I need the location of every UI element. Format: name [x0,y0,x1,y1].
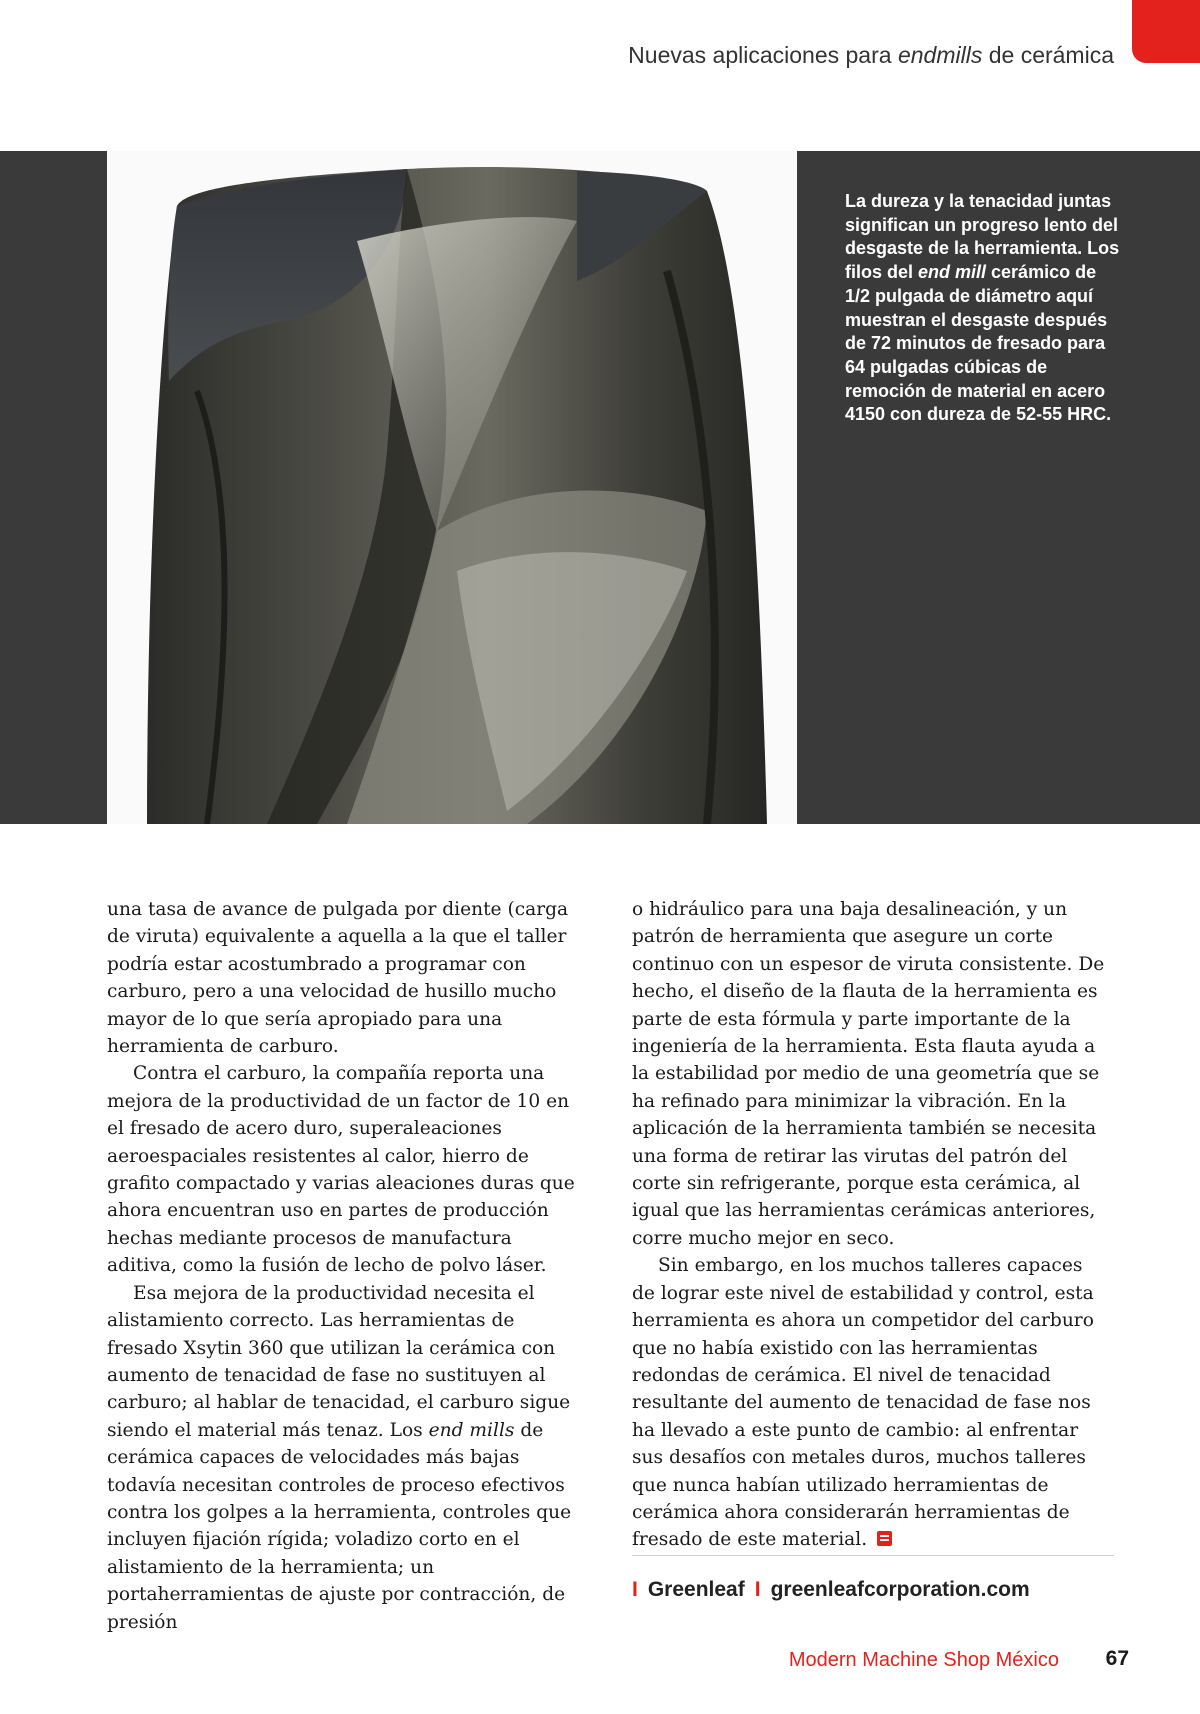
corner-tab [1132,0,1200,63]
running-header [628,42,1114,69]
paragraph-text-end: de cerámica capaces de velocidades más bajas todavía necesitan controles de proceso efectivos contra los golpes a la herramienta, controles que incluyen fijación rígida; voladizo corto en el alistamiento de la herramienta; un portaherramientas de ajuste por contracción, de presión [107,1419,572,1633]
end-mill-photo [107,151,797,824]
header-italic-text: endmills [897,42,983,68]
source-credit [632,1578,1030,1602]
page-number: 67 [1105,1647,1129,1670]
caption-text-end: cerámico de 1/2 pulgada de diámetro aquí muestran el desgaste después de 72 minutos de fresado para 64 pulgadas cúbicas de remoción de material en acero 4150 con dureza de 52-55 HRC. [845,262,1112,425]
photo-caption [845,190,1125,427]
caption-italic-text: end mill [918,262,987,283]
paragraph-text: Sin embargo, en los muchos talleres capaces de lograr este nivel de estabilidad y control, esta herramienta es ahora un competidor del carburo que no había existido con las herramientas redondas de cerámica. El nivel de tenacidad resultante del aumento de tenacidad de fase nos ha llevado a este punto de cambio: al enfrentar sus desafíos con metales duros, muchos talleres que nunca habían utilizado herramientas de cerámica ahora considerarán herramientas de fresado de este material. [632,1255,1094,1551]
article-end-icon [877,1531,892,1546]
paragraph: o hidráulico para una baja desalineación, y un patrón de herramienta que asegure un corte continuo con un espesor de viruta consistente. De hecho, el diseño de la flauta de la herramienta es parte de esta fórmula y parte importante de la ingeniería de la herramienta. Esta flauta ayuda a la estabilidad por medio de una geometría que se ha refinado para minimizar la vibración. En la aplicación de la herramienta también se necesita una forma de retirar las virutas del patrón del corte sin refrigerante, porque esta cerámica, al igual que las herramientas cerámicas anteriores, corre mucho mejor en seco. [632,899,1105,1249]
article-column-right [632,896,1107,1554]
paragraph: una tasa de avance de pulgada por diente (carga de viruta) equivalente a aquella a la que el taller podría estar acostumbrado a programar con carburo, pero a una velocidad de husillo mucho mayor de lo que sería apropiado para una herramienta de carburo. [107,899,569,1058]
header-text-end: de cerámica [982,42,1114,68]
article-column-left [107,896,582,1636]
separator-mark: I [632,1578,638,1601]
paragraph [107,1280,582,1636]
caption-text: La dureza y la tenacidad juntas significan un progreso lento del desgaste de la herramienta. Los filos del [845,191,1120,283]
magazine-name: Modern Machine Shop México [788,1649,1059,1671]
company-name: Greenleaf [647,1578,745,1601]
separator-mark: I [754,1578,761,1601]
paragraph [632,1252,1107,1553]
paragraph: Contra el carburo, la compañía reporta una mejora de la productividad de un factor de 10 en el fresado de acero duro, superaleaciones aeroespaciales resistentes al calor, hierro de grafito compactado y varias aleaciones duras que ahora encuentran uso en partes de producción hechas mediante procesos de manufactura aditiva, como la fusión de lecho de polvo láser. [107,1063,575,1277]
header-text: Nuevas aplicaciones para [628,42,898,68]
paragraph-italic-text: end mills [428,1419,515,1441]
paragraph-text: Esa mejora de la productividad necesita el alistamiento correcto. Las herramientas de fresado Xsytin 360 que utilizan la cerámica con aumento de tenacidad de fase no sustituyen al carburo; al hablar de tenacidad, el carburo sigue siendo el material más tenaz. Los [107,1282,571,1441]
company-website-link[interactable]: greenleafcorporation.com [770,1578,1030,1601]
divider [632,1555,1114,1556]
